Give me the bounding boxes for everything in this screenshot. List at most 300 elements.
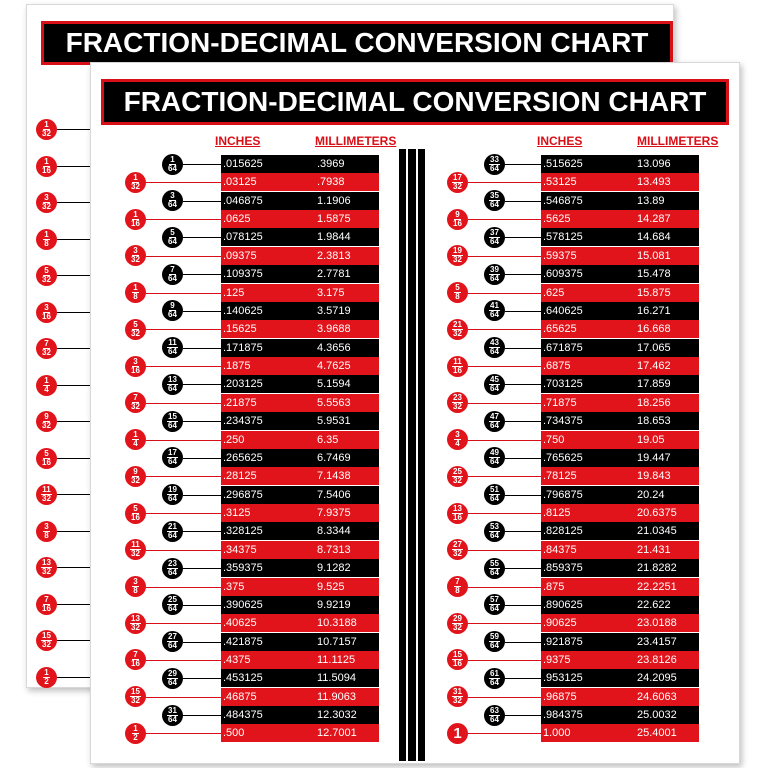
leader-line — [468, 587, 541, 588]
left-inches-header: INCHES — [215, 134, 261, 148]
fraction-numerator: 3 — [133, 577, 138, 586]
leader-line — [57, 312, 93, 313]
fraction-denominator: 16 — [131, 512, 140, 522]
leader-line — [505, 311, 541, 312]
fraction-denominator: 32 — [131, 255, 140, 265]
fraction-denominator: 32 — [131, 475, 140, 485]
table-row — [221, 265, 379, 283]
fraction-denominator: 64 — [490, 714, 499, 724]
table-row — [541, 412, 699, 430]
millimeters-value: 7.5406 — [317, 488, 351, 501]
leader-line — [57, 239, 93, 240]
millimeters-value: 19.05 — [637, 433, 665, 446]
fraction-denominator: 64 — [490, 347, 499, 357]
leader-line — [468, 660, 541, 661]
fraction-denominator: 16 — [453, 218, 462, 228]
fraction-denominator: 32 — [42, 421, 51, 430]
leader-line — [57, 604, 93, 605]
decimal-inches: .46875 — [223, 690, 257, 703]
fraction-numerator: 3 — [133, 356, 138, 366]
decimal-inches: .90625 — [543, 617, 577, 630]
decimal-inches: .171875 — [223, 341, 263, 354]
fraction-circle — [447, 282, 468, 303]
fraction-circle — [447, 723, 468, 744]
fraction-circle — [162, 668, 183, 689]
millimeters-value: 13.096 — [637, 158, 671, 170]
fraction-denominator: 8 — [133, 586, 138, 595]
leader-line — [505, 605, 541, 606]
millimeters-value: 5.9531 — [317, 415, 351, 428]
leader-line — [146, 366, 221, 367]
table-row — [221, 412, 379, 430]
fraction-denominator: 64 — [168, 273, 177, 283]
millimeters-value: 2.3813 — [317, 249, 351, 262]
fraction-denominator: 4 — [455, 439, 460, 449]
fraction-denominator: 64 — [168, 494, 177, 504]
leader-line — [505, 348, 541, 349]
fraction-numerator: 53 — [490, 521, 499, 531]
fraction-denominator: 32 — [453, 255, 462, 265]
fraction-denominator: 8 — [133, 292, 138, 302]
leader-line — [183, 458, 221, 459]
leader-line — [57, 531, 93, 532]
fraction-numerator: 3 — [44, 521, 49, 531]
front-chart-title: FRACTION-DECIMAL CONVERSION CHART — [101, 79, 729, 125]
millimeters-value: 13.89 — [637, 194, 665, 207]
fraction-circle — [162, 447, 183, 468]
millimeters-value: 11.1125 — [317, 653, 356, 666]
leader-line — [183, 642, 221, 643]
table-row — [221, 375, 379, 393]
decimal-inches: .453125 — [223, 672, 263, 685]
fraction-numerator: 1 — [44, 120, 49, 129]
table-row — [221, 284, 379, 302]
leader-line — [468, 623, 541, 624]
decimal-inches: .671875 — [543, 341, 583, 354]
fraction-numerator: 3 — [44, 302, 49, 312]
fraction-numerator: 7 — [170, 264, 175, 274]
fraction-circle — [162, 705, 183, 726]
leader-line — [468, 329, 541, 330]
fraction-circle — [125, 392, 146, 413]
fraction-numerator: 23 — [168, 558, 177, 568]
table-row — [221, 449, 379, 467]
leader-line — [146, 256, 221, 257]
table-row — [541, 357, 699, 375]
fraction-denominator: 32 — [453, 549, 462, 559]
decimal-inches: .96875 — [543, 690, 577, 703]
fraction-numerator: 13 — [131, 613, 140, 623]
fraction-denominator: 32 — [42, 567, 51, 576]
table-row — [541, 247, 699, 265]
leader-line — [146, 476, 221, 477]
fraction-circle — [162, 374, 183, 395]
decimal-inches: .0625 — [223, 213, 251, 226]
millimeters-value: 25.4001 — [637, 727, 677, 740]
fraction-circle — [36, 229, 57, 250]
millimeters-value: 8.3344 — [317, 525, 351, 538]
table-row — [541, 596, 699, 614]
decimal-inches: .828125 — [543, 525, 583, 538]
decimal-inches: .28125 — [223, 470, 257, 483]
decimal-inches: .578125 — [543, 231, 583, 244]
millimeters-value: 20.6375 — [637, 507, 677, 520]
fraction-numerator: 27 — [453, 540, 462, 550]
fraction-numerator: 3 — [455, 430, 460, 440]
fraction-circle — [36, 156, 57, 177]
fraction-denominator: 64 — [168, 163, 177, 173]
leader-line — [183, 715, 221, 716]
leader-line — [468, 219, 541, 220]
fraction-numerator: 3 — [170, 191, 175, 201]
fraction-numerator: 31 — [453, 687, 462, 697]
leader-line — [57, 640, 93, 641]
right-inches-header: INCHES — [537, 134, 583, 148]
millimeters-value: 9.525 — [317, 580, 345, 593]
decimal-inches: .65625 — [543, 323, 577, 336]
leader-line — [146, 733, 221, 734]
millimeters-value: 4.7625 — [317, 360, 351, 373]
fraction-denominator: 64 — [490, 530, 499, 540]
leader-line — [57, 677, 93, 678]
table-row — [541, 541, 699, 559]
fraction-circle — [447, 245, 468, 266]
millimeters-value: 4.3656 — [317, 341, 351, 354]
fraction-circle — [162, 521, 183, 542]
decimal-inches: .3125 — [223, 507, 251, 520]
fraction-circle — [125, 649, 146, 670]
millimeters-value: 16.271 — [637, 304, 671, 317]
table-row — [221, 633, 379, 651]
fraction-circle — [447, 356, 468, 377]
fraction-numerator: 9 — [133, 466, 138, 476]
fraction-denominator: 16 — [42, 457, 51, 467]
decimal-inches: .109375 — [223, 268, 263, 281]
fraction-numerator: 11 — [131, 540, 140, 550]
fraction-numerator: 15 — [42, 631, 51, 640]
decimal-inches: .421875 — [223, 635, 263, 648]
fraction-circle — [125, 245, 146, 266]
decimal-inches: .875 — [543, 580, 565, 593]
decimal-inches: .250 — [223, 433, 245, 446]
leader-line — [183, 274, 221, 275]
fraction-circle — [36, 557, 57, 578]
table-row — [541, 669, 699, 687]
table-row — [221, 192, 379, 210]
leader-line — [505, 715, 541, 716]
fraction-numerator: 43 — [490, 338, 499, 348]
millimeters-value: 16.668 — [637, 323, 671, 336]
millimeters-value: 23.8126 — [637, 653, 677, 666]
millimeters-value: .3969 — [317, 158, 345, 170]
fraction-numerator: 1 — [133, 430, 138, 440]
fraction-numerator: 17 — [453, 172, 462, 182]
millimeters-value: 17.065 — [637, 341, 671, 354]
decimal-inches: .265625 — [223, 451, 263, 464]
fraction-circle — [36, 667, 57, 688]
fraction-circle — [447, 209, 468, 230]
front-chart-sheet — [90, 62, 740, 764]
decimal-inches: .59375 — [543, 249, 577, 262]
table-row — [221, 578, 379, 596]
decimal-inches: .500 — [223, 727, 245, 740]
millimeters-value: 23.0188 — [637, 617, 677, 630]
fraction-denominator: 8 — [44, 530, 49, 540]
fraction-circle — [484, 631, 505, 652]
leader-line — [505, 274, 541, 275]
fraction-denominator: 16 — [453, 365, 462, 375]
fraction-numerator: 3 — [44, 193, 49, 202]
leader-line — [468, 697, 541, 698]
table-row — [541, 173, 699, 191]
leader-line — [57, 202, 93, 203]
leader-line — [146, 440, 221, 441]
fraction-circle — [36, 265, 57, 286]
table-row — [221, 247, 379, 265]
fraction-denominator: 32 — [453, 696, 462, 706]
leader-line — [183, 678, 221, 679]
fraction-denominator: 32 — [453, 328, 462, 338]
fraction-circle — [125, 429, 146, 450]
fraction-numerator: 5 — [133, 503, 138, 513]
fraction-circle — [484, 227, 505, 248]
decimal-inches: .78125 — [543, 470, 577, 483]
decimal-inches: .546875 — [543, 194, 583, 207]
millimeters-value: 8.7313 — [317, 543, 351, 556]
table-row — [541, 651, 699, 669]
table-row — [221, 688, 379, 706]
fraction-circle — [484, 374, 505, 395]
fraction-numerator: 15 — [168, 411, 177, 421]
leader-line — [505, 568, 541, 569]
fraction-circle — [36, 594, 57, 615]
fraction-numerator: 15 — [131, 687, 140, 697]
fraction-numerator: 5 — [44, 448, 49, 458]
fraction-circle — [447, 686, 468, 707]
fraction-denominator: 4 — [133, 439, 138, 449]
millimeters-value: 6.35 — [317, 433, 339, 446]
decimal-inches: .953125 — [543, 672, 583, 685]
fraction-denominator: 32 — [131, 402, 140, 412]
fraction-circle — [162, 484, 183, 505]
millimeters-value: 6.7469 — [317, 451, 351, 464]
leader-line — [468, 403, 541, 404]
table-row — [541, 302, 699, 320]
table-row — [221, 210, 379, 228]
millimeters-value: 21.8282 — [637, 562, 677, 575]
fraction-denominator: 32 — [42, 275, 51, 284]
decimal-inches: .203125 — [223, 378, 263, 391]
fraction-circle — [484, 594, 505, 615]
decimal-inches: .625 — [543, 286, 565, 299]
fraction-numerator: 9 — [170, 301, 175, 311]
fraction-numerator: 11 — [42, 485, 51, 494]
leader-line — [468, 440, 541, 441]
leader-line — [146, 293, 221, 294]
millimeters-value: 1.9844 — [317, 231, 351, 244]
millimeters-value: 18.653 — [637, 415, 671, 428]
fraction-numerator: 5 — [455, 283, 460, 293]
leader-line — [468, 550, 541, 551]
fraction-numerator: 51 — [490, 485, 499, 495]
fraction-numerator: 17 — [168, 448, 177, 458]
table-row — [541, 706, 699, 724]
decimal-inches: .4375 — [223, 653, 251, 666]
fraction-numerator: 37 — [490, 227, 499, 237]
leader-line — [505, 458, 541, 459]
fraction-denominator: 32 — [453, 402, 462, 412]
fraction-circle — [447, 392, 468, 413]
table-row — [221, 431, 379, 449]
fraction-denominator: 32 — [453, 475, 462, 485]
table-row — [541, 284, 699, 302]
fraction-numerator: 1 — [44, 667, 49, 677]
millimeters-value: 3.5719 — [317, 304, 351, 317]
decimal-inches: .734375 — [543, 415, 583, 428]
fraction-numerator: 9 — [455, 209, 460, 219]
millimeters-value: 7.9375 — [317, 507, 351, 520]
decimal-inches: .750 — [543, 433, 565, 446]
fraction-circle — [125, 686, 146, 707]
fraction-denominator: 64 — [490, 494, 499, 504]
decimal-inches: .921875 — [543, 635, 583, 648]
leader-line — [146, 697, 221, 698]
fraction-denominator: 64 — [168, 530, 177, 540]
fraction-circle — [36, 484, 57, 505]
leader-line — [57, 129, 93, 130]
fraction-denominator: 8 — [44, 238, 49, 248]
decimal-inches: .03125 — [223, 176, 257, 189]
fraction-denominator: 16 — [453, 659, 462, 669]
table-row — [541, 633, 699, 651]
table-row — [541, 320, 699, 338]
table-row — [541, 688, 699, 706]
table-row — [221, 669, 379, 687]
fraction-circle — [447, 649, 468, 670]
left-millimeters-header: MILLIMETERS — [315, 134, 397, 148]
table-row — [221, 504, 379, 522]
table-row — [221, 541, 379, 559]
fraction-denominator: 64 — [168, 236, 177, 246]
fraction-circle — [484, 705, 505, 726]
fraction-numerator: 29 — [168, 668, 177, 678]
table-row — [541, 504, 699, 522]
leader-line — [57, 166, 93, 167]
fraction-denominator: 64 — [168, 604, 177, 614]
decimal-inches: .09375 — [223, 249, 257, 262]
fraction-numerator: 41 — [490, 301, 499, 311]
decimal-inches: .609375 — [543, 268, 583, 281]
fraction-numerator: 9 — [44, 412, 49, 421]
fraction-denominator: 16 — [42, 165, 51, 175]
fraction-numerator: 3 — [133, 246, 138, 256]
fraction-numerator: 61 — [490, 668, 499, 678]
millimeters-value: 11.5094 — [317, 672, 356, 685]
fraction-circle — [162, 190, 183, 211]
decimal-inches: .21875 — [223, 396, 257, 409]
fraction-circle — [36, 521, 57, 542]
fraction-circle — [484, 484, 505, 505]
fraction-circle — [125, 466, 146, 487]
fraction-denominator: 64 — [168, 641, 177, 651]
millimeters-value: 1.1906 — [317, 194, 351, 207]
leader-line — [146, 182, 221, 183]
table-row — [541, 228, 699, 246]
fraction-numerator: 7 — [455, 577, 460, 586]
millimeters-value: 1.5875 — [317, 213, 351, 226]
fraction-circle — [125, 282, 146, 303]
decimal-inches: .296875 — [223, 488, 263, 501]
fraction-denominator: 32 — [42, 129, 51, 138]
fraction-denominator: 8 — [455, 292, 460, 302]
fraction-circle — [484, 300, 505, 321]
fraction-circle — [447, 429, 468, 450]
decimal-inches: .515625 — [543, 158, 583, 170]
decimal-inches: .359375 — [223, 562, 263, 575]
fraction-circle — [162, 411, 183, 432]
fraction-circle — [162, 300, 183, 321]
leader-line — [183, 237, 221, 238]
millimeters-value: 14.684 — [637, 231, 671, 244]
fraction-denominator: 64 — [168, 567, 177, 577]
table-row — [541, 614, 699, 632]
leader-line — [57, 348, 93, 349]
center-divider — [399, 149, 425, 761]
table-row — [541, 431, 699, 449]
fraction-denominator: 64 — [168, 420, 177, 430]
fraction-numerator: 19 — [168, 485, 177, 495]
millimeters-value: 15.081 — [637, 249, 671, 262]
fraction-circle — [484, 337, 505, 358]
fraction-denominator: 64 — [490, 677, 499, 687]
fraction-circle — [125, 723, 146, 744]
leader-line — [146, 623, 221, 624]
leader-line — [57, 567, 93, 568]
fraction-circle — [162, 337, 183, 358]
fraction-denominator: 64 — [490, 163, 499, 173]
millimeters-value: 20.24 — [637, 488, 665, 501]
fraction-denominator: 32 — [453, 181, 462, 191]
fraction-circle — [447, 172, 468, 193]
back-chart-title: FRACTION-DECIMAL CONVERSION CHART — [41, 21, 673, 65]
decimal-inches: .15625 — [223, 323, 257, 336]
table-row — [221, 486, 379, 504]
table-row — [541, 210, 699, 228]
decimal-inches: .703125 — [543, 378, 583, 391]
leader-line — [505, 384, 541, 385]
decimal-inches: .6875 — [543, 360, 571, 373]
fraction-numerator: 27 — [168, 632, 177, 642]
millimeters-value: 21.431 — [637, 543, 671, 556]
fraction-circle — [36, 630, 57, 651]
decimal-inches: .125 — [223, 286, 245, 299]
fraction-denominator: 64 — [490, 383, 499, 393]
table-row — [541, 724, 699, 742]
fraction-denominator: 16 — [131, 659, 140, 669]
decimal-inches: .390625 — [223, 598, 263, 611]
fraction-circle — [125, 319, 146, 340]
fraction-denominator: 32 — [131, 696, 140, 706]
fraction-circle — [125, 576, 146, 597]
millimeters-value: 10.7157 — [317, 635, 357, 648]
leader-line — [183, 384, 221, 385]
fraction-circle — [447, 576, 468, 597]
fraction-numerator: 1 — [133, 209, 138, 219]
millimeters-value: 19.843 — [637, 470, 671, 483]
table-row — [541, 449, 699, 467]
decimal-inches: .40625 — [223, 617, 257, 630]
leader-line — [468, 366, 541, 367]
